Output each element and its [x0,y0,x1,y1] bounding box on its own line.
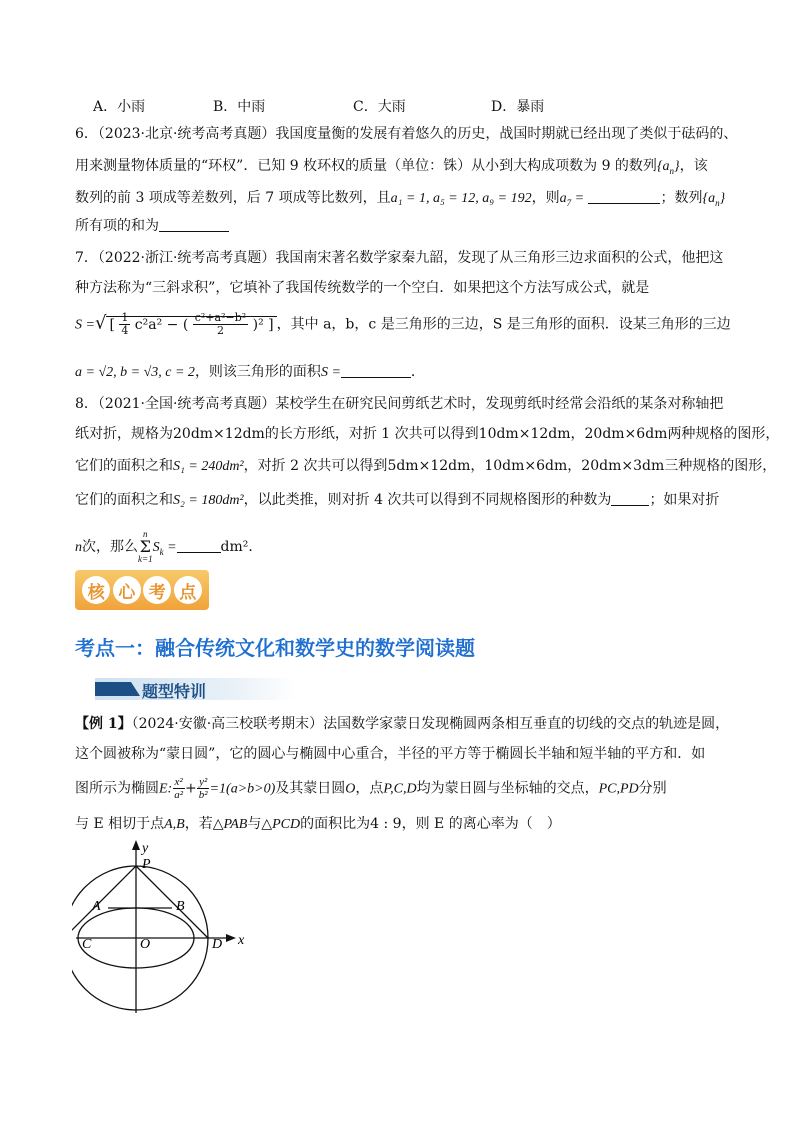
badge-char: 考 [143,576,171,604]
answer-blank[interactable] [611,491,649,506]
section-title: 考点一：融合传统文化和数学史的数学阅读题 [75,636,475,660]
q7-line-1: 7．（2022·浙江·统考高考真题）我国南宋著名数学家秦九韶，发现了从三角形三边求面积的公式，他把这 [75,250,724,266]
tangent-pd [136,866,208,938]
q7-line-2: 种方法称为“三斜求积”，它填补了我国传统数学的一个空白．如果把这个方法写成公式，就是 [75,280,650,296]
q6-line-4: 所有项的和为 [75,216,229,236]
q7-line-4: a = √2, b = √3, c = 2，则该三角形的面积S = ． [75,364,425,380]
q8-line-5: n次，那么 n Σ k=1 $S_k = dm^2$． [75,529,263,564]
badge-char: 点 [174,576,202,604]
q8-line-1: 8．（2021·全国·统考高考真题）某校学生在研究民间剪纸艺术时，发现剪纸时经常会沿纸的某条对称轴把 [75,396,724,412]
q6-line-3: 数列的前 3 项成等差数列，后 7 项成等比数列，且a₁ = 1, a₅ = 12, a₉ = 192，则$a_7$ = ；数列$\{a_n\}$ [75,190,726,208]
q6-line-2: 用来测量物体质量的“环权”．已知 9 枚环权的质量（单位：铢）从小到大构成项数为 9 的数列$\{a_n\}$，该 [75,158,708,176]
example-line-4: 与 E 相切于点A,B，若△PAB与△PCD的面积比为4 : 9，则 E 的离心率为（ ） [75,816,561,832]
label-c: C [82,937,92,952]
option-a: A．小雨 [93,99,146,115]
monge-circle-figure [72,838,262,1018]
answer-blank[interactable] [588,189,660,204]
label-b: B [176,899,185,914]
y-axis-arrow [132,840,140,850]
example-line-3: 图所示为椭圆E: $\frac{\text{x²}}{\text{a²}}$ + $\frac{\text{y²}}{\text{b²}}$ =1(a>b>0)及其蒙日圆O，点P,C,D均为蒙日圆与坐标轴的交点，PC,PD分别 [75,776,667,801]
option-c: C．大雨 [353,99,406,115]
example-line-1: 【例 1】（2024·安徽·高三校联考期末）法国数学家蒙日发现椭圆两条相互垂直的切线的交点的轨迹是圆， [75,716,730,732]
x-axis-arrow [226,934,236,942]
answer-blank[interactable] [341,363,411,378]
answer-blank[interactable] [177,538,221,553]
label-d: D [212,937,223,952]
core-points-badge [75,570,209,610]
label-a: A [92,899,101,914]
option-b: B．中雨 [213,99,266,115]
label-o: O [140,937,151,952]
label-y: y [142,841,149,856]
badge-char: 心 [113,576,141,604]
label-x: x [238,933,245,948]
q8-line-2: 纸对折，规格为20dm×12dm的长方形纸，对折 1 次共可以得到10dm×12dm，20dm×6dm两种规格的图形， [75,426,780,442]
q7-line-3: S =√ [ $\frac{1}{4}$ c²a² − ( $\frac{\text{c²+a²−b²}}{2}$ )² ] ，其中 a，b，c 是三角形的三边，S 是三角形的面积．设某三角形的三边 [75,311,731,337]
q8-line-3: 它们的面积之和S₁ = 240dm²，对折 2 次共可以得到5dm×12dm，10dm×6dm，20dm×3dm三种规格的图形， [75,458,777,474]
label-p: P [142,857,151,872]
option-d: D．暴雨 [491,99,545,115]
q6-line-1: 6．（2023·北京·统考高考真题）我国度量衡的发展有着悠久的历史，战国时期就已经出现了类似于砝码的、 [75,126,738,142]
banner-title: 题型特训 [142,682,207,701]
example-line-2: 这个圆被称为“蒙日圆”，它的圆心与椭圆中心重合，半径的平方等于椭圆长半轴和短半轴的平方和．如 [75,746,706,762]
q8-line-4: 它们的面积之和S₂ = 180dm²，以此类推，则对折 4 次共可以得到不同规格图形的种数为 ；如果对折 [75,492,720,508]
answer-blank[interactable] [159,217,229,232]
badge-char: 核 [82,576,110,604]
